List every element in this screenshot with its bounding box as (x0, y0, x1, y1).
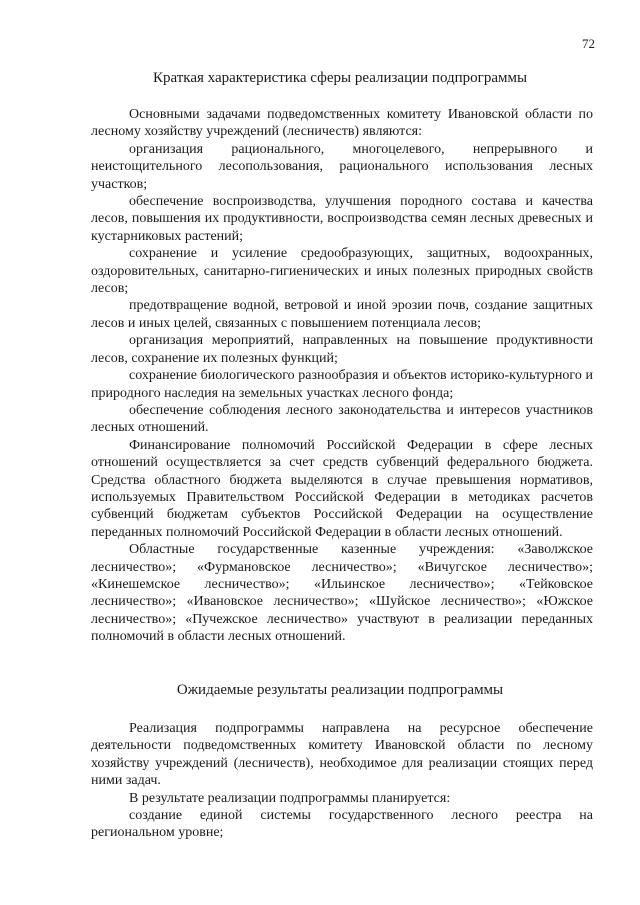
paragraph: организация рационального, многоцелевого, непрерывного и неистощительного лесопользования, рационального использования лесных участков; (91, 141, 593, 192)
section-body-expected-results (91, 720, 593, 842)
paragraph: В результате реализации подпрограммы планируется: (129, 790, 451, 806)
paragraph: организация мероприятий, направленных на повышение продуктивности лесов, сохранение их полезных функций; (91, 333, 593, 366)
paragraph: обеспечение соблюдения лесного законодательства и интересов участников лесных отношений. (91, 402, 593, 436)
paragraph: сохранение и усиление средообразующих, защитных, водоохранных, оздоровительных, санитарно-гигиенических и иных полезных природных свойств лесов; (91, 246, 593, 297)
paragraph: Финансирование полномочий Российской Федерации в сфере лесных отношений осуществляется за счет средств субвенций федерального бюджета. Средства областного бюджета выделяются в случае превышения нормативов, используемых Правительством Российской Федерации в методиках расчетов субвенций бюджетам субъектов Российской Федерации на осуществление переданных полномочий Российской Федерации в области лесных отношений. (91, 437, 593, 540)
section-heading-characteristics: Краткая характеристика сферы реализации подпрограммы (152, 70, 528, 86)
paragraph: Областные государственные казенные учреждения: «Заволжское лесничество»; «Фурмановское лесничество»; «Вичугское лесничество»; «Кинешемское лесничество»; «Ильинское лесничество»; «Тейковское лесничество»; «Ивановское лесничество»; «Шуйское лесничество»; «Южское лесничество»; «Пучежское лесничество» участвуют в реализации переданных полномочий в области лесных отношений. (91, 542, 593, 645)
section-heading-expected-results: Ожидаемые результаты реализации подпрограммы (176, 682, 504, 698)
paragraph: сохранение биологического разнообразия и объектов историко-культурного и природного наследия на земельных участках лесного фонда; (91, 368, 593, 401)
paragraph: Реализация подпрограммы направлена на ресурсное обеспечение деятельности подведомственных комитету Ивановской области по лесному хозяйству учреждений (лесничеств), необходимое для реализации стоящих перед ними задач. (91, 721, 593, 789)
section-body-characteristics (91, 106, 593, 646)
page-number: 72 (582, 36, 595, 51)
paragraph: Основными задачами подведомственных комитету Ивановской области по лесному хозяйству учреждений (лесничеств) являются: (91, 107, 593, 140)
paragraph: предотвращение водной, ветровой и иной эрозии почв, создание защитных лесов и иных целей, связанных с повышением потенциала лесов; (91, 298, 593, 331)
paragraph: обеспечение воспроизводства, улучшения породного состава и качества лесов, повышения их продуктивности, воспроизводства семян лесных древесных и кустарниковых растений; (91, 194, 593, 244)
paragraph: создание единой системы государственного лесного реестра на региональном уровне; (91, 808, 593, 841)
